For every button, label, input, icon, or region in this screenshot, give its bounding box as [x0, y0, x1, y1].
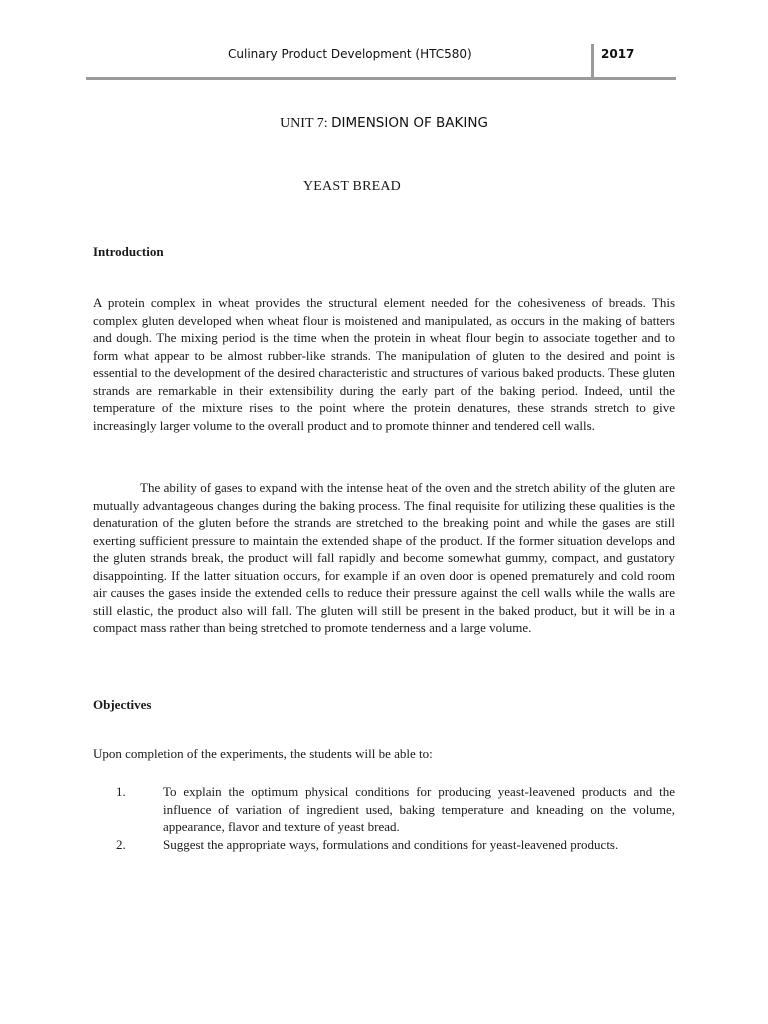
introduction-paragraph-1: A protein complex in wheat provides the structural element needed for the cohesiveness of breads. This complex gluten developed when wheat flour is moistened and manipulated, as occurs in the making of batters and dough. The mixing period is the time when the protein in wheat flour begin to associate together and to form what appear to be almost rubber-like strands. The manipulation of gluten to the desired and point is essential to the development of the desired characteristic and structures of various baked products. These gluten strands are remarkable in their extensibility during the early part of the baking period. Indeed, until the temperature of the mixture rises to the point where the protein denatures, these strands stretch to give increasingly larger volume to the overall product and to promote thinner and tendered cell walls.	[93, 295, 675, 433]
header-divider-vertical	[591, 44, 594, 79]
objective-number: 1.	[116, 784, 126, 799]
page-header	[0, 0, 768, 82]
unit-title: DIMENSION OF BAKING	[331, 115, 488, 131]
introduction-heading: Introduction	[93, 244, 164, 259]
objective-number: 2.	[116, 836, 126, 852]
unit-heading	[0, 115, 768, 132]
objectives-list	[93, 783, 675, 853]
unit-prefix: UNIT 7:	[280, 116, 332, 131]
objective-item	[93, 836, 675, 854]
objective-text: Suggest the appropriate ways, formulations and conditions for yeast-leavened products.	[163, 836, 619, 852]
header-year: 2017	[601, 47, 635, 61]
objectives-lead: Upon completion of the experiments, the students will be able to:	[93, 746, 433, 761]
objectives-heading: Objectives	[93, 697, 152, 712]
course-title: Culinary Product Development (HTC580)	[228, 47, 472, 61]
objective-text: To explain the optimum physical conditions for producing yeast-leavened products and the influence of variation of ingredient used, baking temperature and kneading on the volume, appearance, flavor and texture of yeast bread.	[163, 784, 675, 834]
introduction-paragraph-2: The ability of gases to expand with the intense heat of the oven and the stretch ability of the gluten are mutually advantageous changes during the baking process. The final requisite for utilizing these qualities is the denaturation of the gluten before the strands are stretched to the breaking point and while the gases are still exerting sufficient pressure to maintain the extended shape of the product. If the former situation develops and the gluten strands break, the product will fall rapidly and become somewhat gummy, compact, and gustatory disappointing. If the latter situation occurs, for example if an oven door is opened prematurely and cold room air causes the gases inside the extended cells to reduce their pressure against the cell walls while the walls are still elastic, the product also will fall. The gluten will still be present in the baked product, but it will be in a compact mass rather than being stretched to promote tenderness and a large volume.	[93, 480, 675, 635]
objective-item	[93, 783, 675, 836]
document-subtitle: YEAST BREAD	[302, 179, 401, 194]
header-divider-horizontal	[86, 77, 676, 80]
